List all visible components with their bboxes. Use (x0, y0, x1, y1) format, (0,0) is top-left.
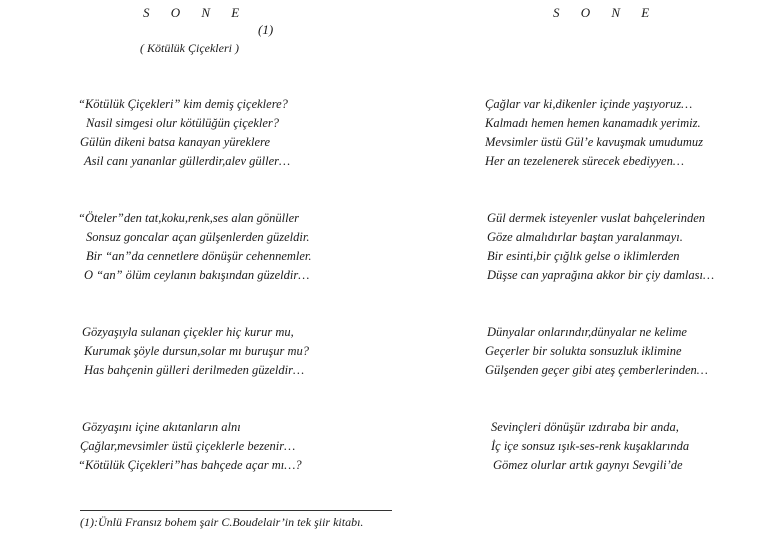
right-stanza-4-line-1: Sevinçleri dönüşür ızdıraba bir anda, (491, 420, 679, 434)
right-poem-title: S O N E (553, 5, 659, 20)
left-stanza-4-line-2: Çağlar,mevsimler üstü çiçeklerle bezenir… (80, 439, 296, 453)
left-stanza-2-line-4: O “an” ölüm ceylanın bakışından güzeldir… (84, 268, 310, 282)
left-poem-title: S O N E (143, 5, 249, 20)
left-stanza-3-line-1: Gözyaşıyla sulanan çiçekler hiç kurur mu, (82, 325, 294, 339)
right-stanza-4-line-3: Gömez olurlar artık gaynyı Sevgili’de (493, 458, 683, 472)
right-stanza-3-line-2: Geçerler bir solukta sonsuzluk iklimine (485, 344, 682, 358)
left-stanza-2-line-2: Sonsuz goncalar açan gülşenlerden güzeldir. (86, 230, 310, 244)
left-stanza-2-line-3: Bir “an”da cennetlere dönüşür cehennemler. (86, 249, 312, 263)
left-stanza-2-line-1: “Öteler”den tat,koku,renk,ses alan gönüller (78, 211, 300, 225)
left-stanza-1-line-2: Nasil simgesi olur kötülüğün çiçekler? (86, 116, 280, 130)
footnote-marker: (1) (258, 22, 274, 37)
left-stanza-3-line-2: Kurumak şöyle dursun,solar mı buruşur mu? (84, 344, 310, 358)
right-stanza-2-line-3: Bir esinti,bir çığlık gelse o iklimlerden (487, 249, 680, 263)
left-stanza-3-line-3: Has bahçenin gülleri derilmeden güzeldir… (84, 363, 305, 377)
footnote-divider (80, 510, 392, 511)
footnote-text: (1):Ünlü Fransız bohem şair C.Boudelair’in tek şiir kitabı. (80, 515, 364, 529)
left-stanza-1-line-1: “Kötülük Çiçekleri” kim demiş çiçeklere? (78, 97, 288, 111)
right-stanza-1-line-2: Kalmadı hemen hemen kanamadık yerimiz. (485, 116, 701, 130)
right-stanza-1-line-3: Mevsimler üstü Gül’e kavuşmak umudumuz (485, 135, 704, 149)
right-stanza-2-line-2: Göze almalıdırlar baştan yaralanmayı. (487, 230, 683, 244)
right-stanza-2-line-4: Düşse can yaprağına akkor bir çiy damlası… (487, 268, 715, 282)
left-stanza-1-line-4: Asil canı yananlar güllerdir,alev güller… (84, 154, 291, 168)
right-stanza-1-line-4: Her an tezelenerek sürecek ebediyyen… (485, 154, 684, 168)
left-stanza-4-line-3: “Kötülük Çiçekleri”has bahçede açar mı…? (78, 458, 302, 472)
left-stanza-1-line-3: Gülün dikeni batsa kanayan yüreklere (80, 135, 270, 149)
left-stanza-4-line-1: Gözyaşını içine akıtanların alnı (82, 420, 241, 434)
right-stanza-2-line-1: Gül dermek isteyenler vuslat bahçelerinden (487, 211, 705, 225)
left-poem-subtitle: ( Kötülük Çiçekleri ) (140, 41, 239, 55)
right-stanza-1-line-1: Çağlar var ki,dikenler içinde yaşıyoruz… (485, 97, 693, 111)
right-stanza-4-line-2: İç içe sonsuz ışık-ses-renk kuşaklarında (491, 439, 690, 453)
right-stanza-3-line-3: Gülşenden geçer gibi ateş çemberlerinden… (485, 363, 708, 377)
right-stanza-3-line-1: Dünyalar onlarındır,dünyalar ne kelime (487, 325, 687, 339)
